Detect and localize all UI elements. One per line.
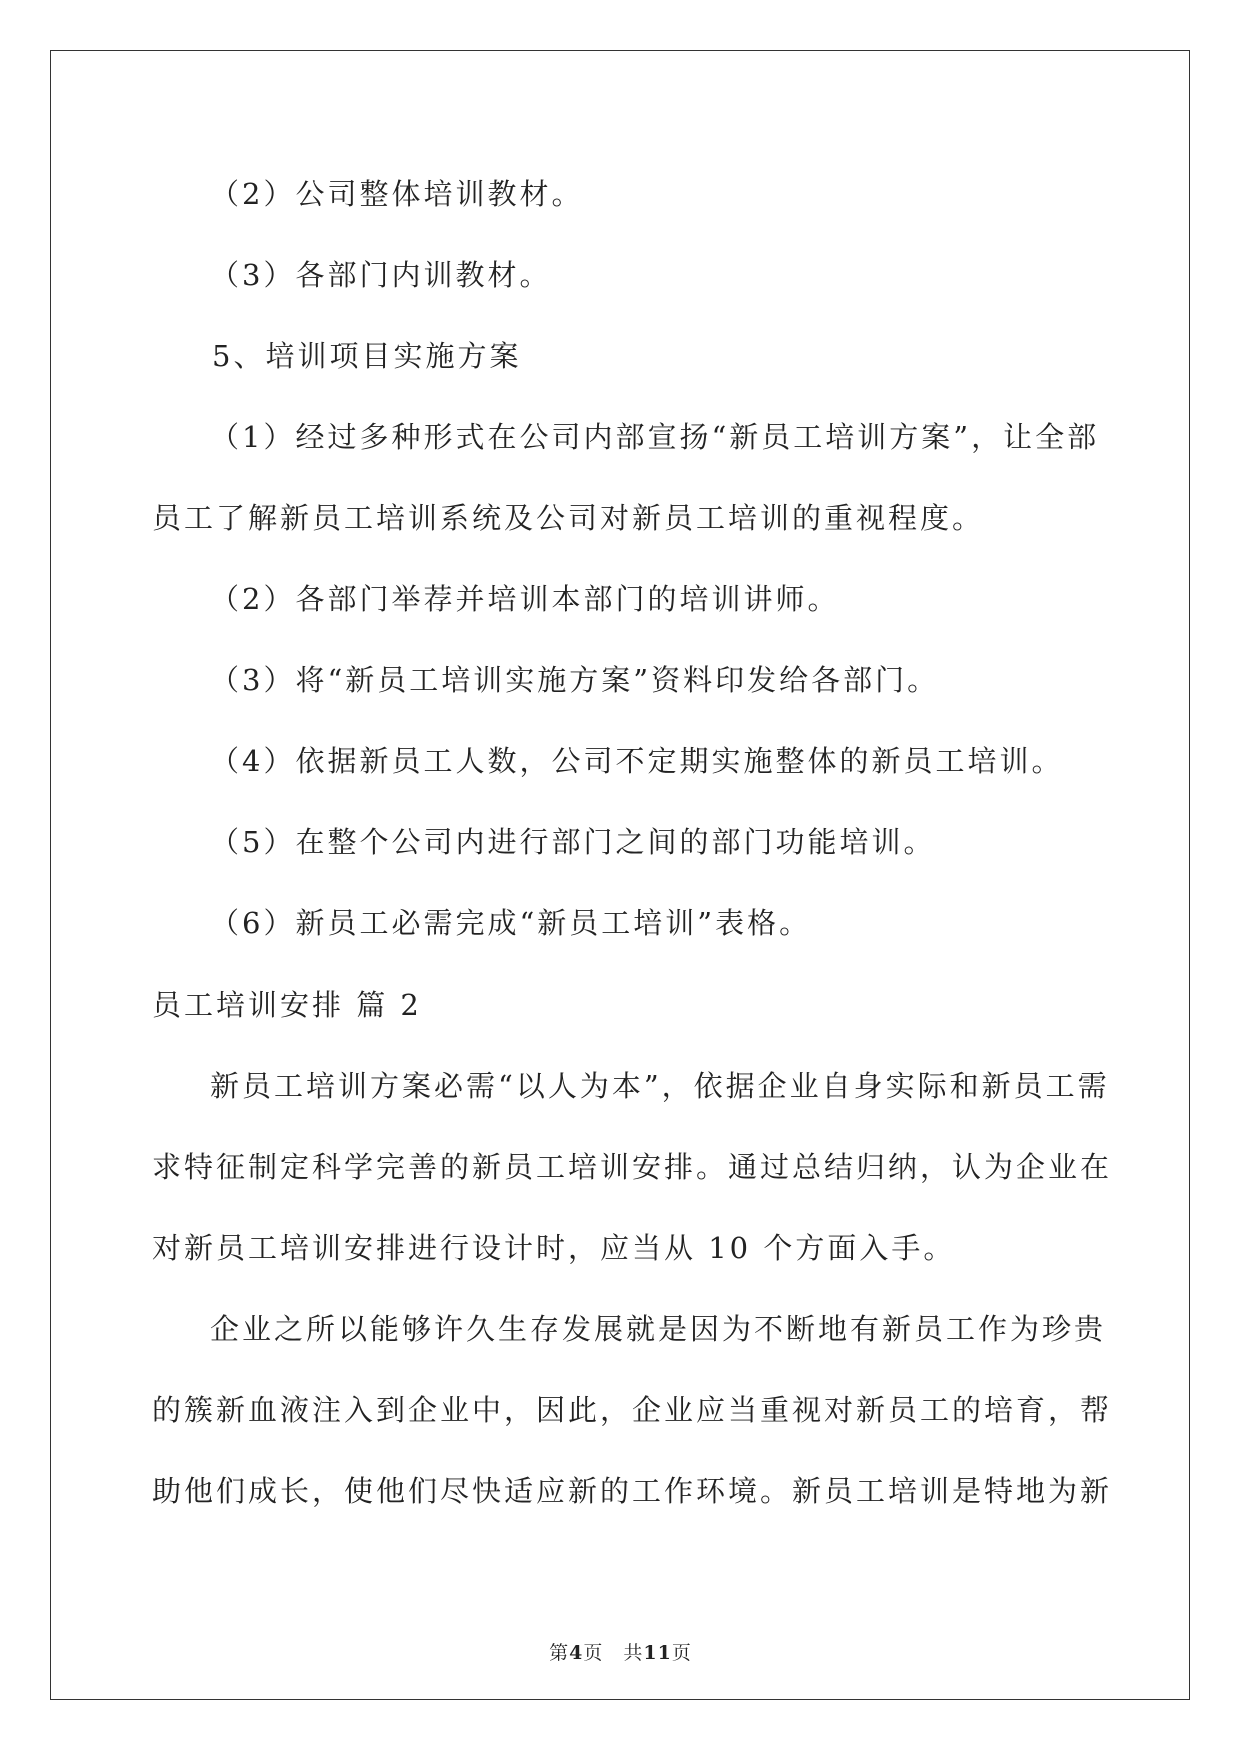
section-heading: 5、培训项目实施方案 [212, 339, 522, 373]
footer-suffix: 页 [671, 1642, 692, 1664]
text-line: （3）各部门内训教材。 [210, 258, 552, 292]
text-line: （1）经过多种形式在公司内部宣扬“新员工培训方案”，让全部 [210, 420, 1100, 454]
footer-prefix: 第 [549, 1642, 570, 1664]
text-line: 求特征制定科学完善的新员工培训安排。通过总结归纳，认为企业在 [152, 1150, 1113, 1184]
text-line: 对新员工培训安排进行设计时，应当从 10 个方面入手。 [152, 1231, 956, 1265]
text-line: （2）公司整体培训教材。 [210, 177, 584, 211]
text-line: （3）将“新员工培训实施方案”资料印发给各部门。 [210, 663, 940, 697]
text-line: （4）依据新员工人数，公司不定期实施整体的新员工培训。 [210, 744, 1064, 778]
text-line: 助他们成长，使他们尽快适应新的工作环境。新员工培训是特地为新 [152, 1474, 1113, 1508]
text-line: 的簇新血液注入到企业中，因此，企业应当重视对新员工的培育，帮 [152, 1393, 1113, 1427]
text-line: 新员工培训方案必需“以人为本”，依据企业自身实际和新员工需 [210, 1069, 1110, 1103]
footer-mid: 页 共 [583, 1642, 644, 1664]
section-title: 员工培训安排 篇 2 [152, 988, 422, 1022]
footer-page-number: 4 [569, 1642, 584, 1664]
text-line: （2）各部门举荐并培训本部门的培训讲师。 [210, 582, 840, 616]
text-line: 员工了解新员工培训系统及公司对新员工培训的重视程度。 [152, 501, 985, 535]
page-border [50, 50, 1190, 1700]
text-line: 企业之所以能够许久生存发展就是因为不断地有新员工作为珍贵 [210, 1312, 1107, 1346]
text-line: （6）新员工必需完成“新员工培训”表格。 [210, 906, 812, 940]
page-footer [0, 1638, 1241, 1665]
footer-total-pages: 11 [643, 1642, 672, 1664]
text-line: （5）在整个公司内进行部门之间的部门功能培训。 [210, 825, 936, 859]
